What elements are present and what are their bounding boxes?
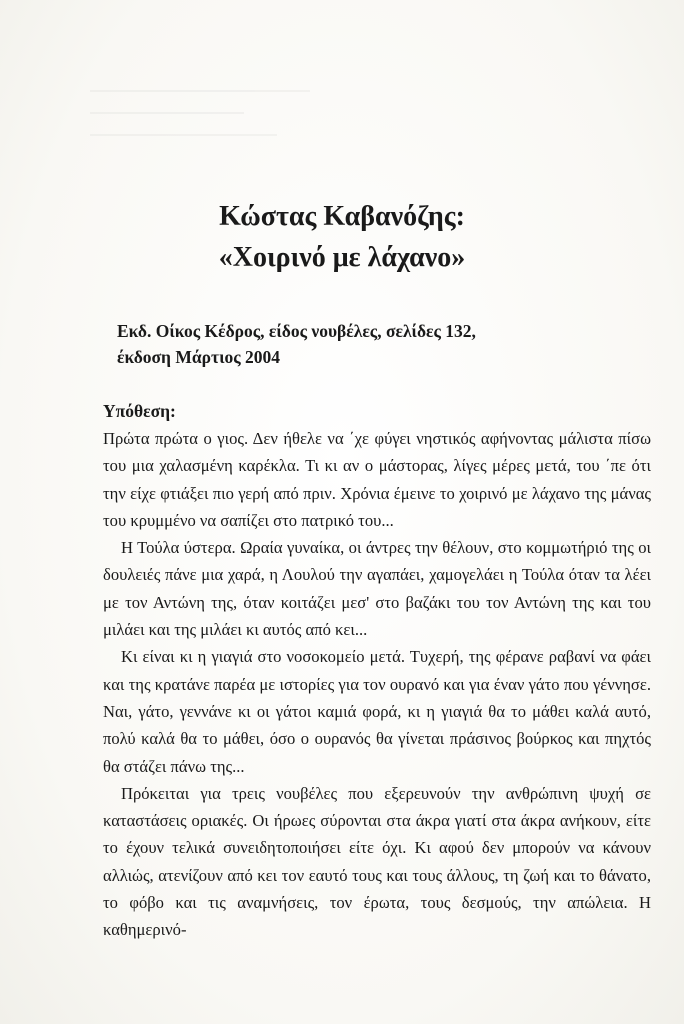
- paragraph-4: Πρόκειται για τρεις νουβέλες που εξερευνούν την ανθρώπινη ψυχή σε καταστάσεις οριακές. Οι ήρωες σύρονται στα άκρα γιατί στα άκρα ανήκουν, είτε το έχουν τελικά συνειδητοποιήσει είτε όχι. Κι αφού δεν μπορούν να κάνουν αλλιώς, ατενίζουν από κει τον εαυτό τους και τους άλλους, τη ζωή και το θάνατο, το φόβο και τις αναμνήσεις, τον έρωτα, τους δεσμούς, την απώλεια. Η καθημερινό-: [103, 783, 651, 940]
- paragraph-3: Κι είναι κι η γιαγιά στο νοσοκομείο μετά. Τυχερή, της φέρανε ραβανί να φάει και της κρατάνε παρέα με ιστορίες για τον ουρανό και για έναν γάτο που γέννησε. Ναι, γάτο, γεννάνε κι οι γάτοι καμιά φορά, κι η γιαγιά θα το μάθει καλά αυτό, πολύ καλά θα το μάθει, όσο ο ουρανός θα γίνεται πράσινος βούρκος και πηχτός θα στάζει πάνω της...: [103, 647, 651, 776]
- publication-info-line-2: έκδοση Μάρτιος 2004: [117, 347, 281, 367]
- paragraph-1: Πρώτα πρώτα ο γιος. Δεν ήθελε να ΄χε φύγει νηστικός αφήνοντας μάλιστα πίσω του μια χαλασμένη καρέκλα. Τι κι αν ο μάστορας, λίγες μέρες μετά, του ΄πε ότι την είχε φτιάξει πιο γερή από πριν. Χρόνια έμεινε το χοιρινό με λάχανο της μάνας του κρυμμένο να σαπίζει στο πατρικό του...: [103, 429, 651, 530]
- body-text: [103, 425, 651, 944]
- publication-info-line-1: Εκδ. Οίκος Κέδρος, είδος νουβέλες, σελίδες 132,: [117, 321, 476, 341]
- page-title: [0, 196, 684, 278]
- show-through-marks: [90, 90, 310, 150]
- title-author: Κώστας Καβανόζης:: [219, 201, 465, 232]
- paragraph-2: Η Τούλα ύστερα. Ωραία γυναίκα, οι άντρες την θέλουν, στο κομμωτήριό της οι δουλειές πάνε μια χαρά, η Λουλού την αγαπάει, χαμογελάει η Τούλα όταν τα λέει με τον Αντώνη της, όταν κοιτάζει μεσ' στο βαζάκι του τον Αντώνη της και του μιλάει και της μιλάει κι αυτός από κει...: [103, 538, 651, 640]
- title-book: «Χοιρινό με λάχανο»: [218, 242, 466, 273]
- publication-info: [117, 318, 657, 370]
- section-heading: Υπόθεση:: [103, 401, 176, 421]
